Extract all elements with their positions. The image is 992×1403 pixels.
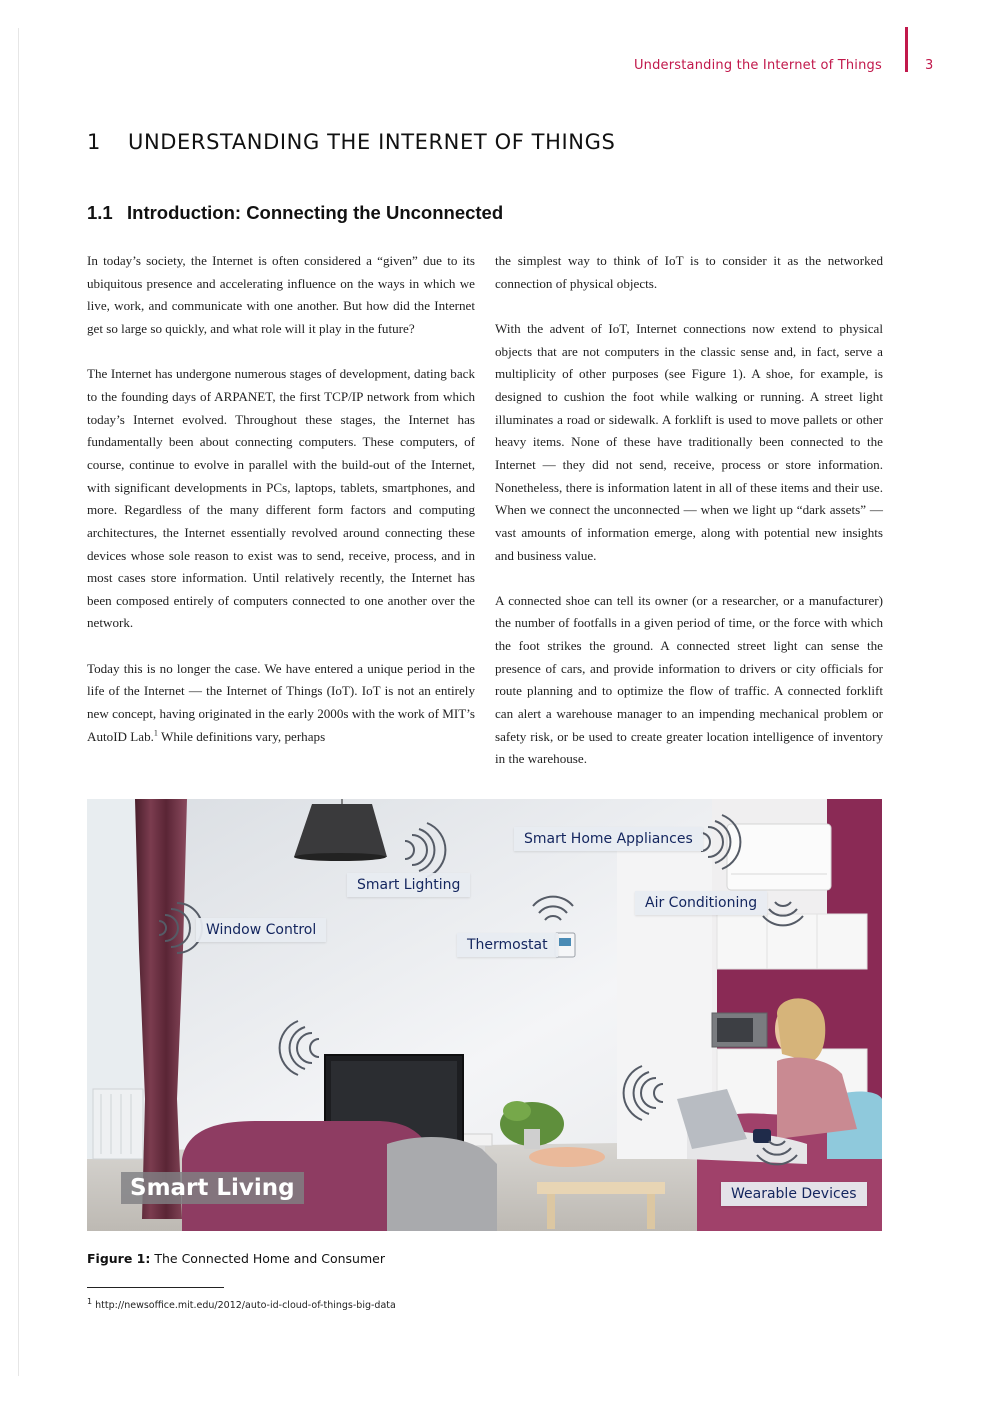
body-paragraph: the simplest way to think of IoT is to consider it as the networked connection of physical objects.	[495, 253, 883, 291]
body-paragraph: With the advent of IoT, Internet connections now extend to physical objects that are not computers in the classic sense and, in fact, serve a multiplicity of other purposes (see Figure 1). A shoe, for example, is designed to cushion the foot while walking or running. A street light illuminates a road or sidewalk. A forklift is used to move pallets or other heavy items. None of these have traditionally been connected to the Internet — they did not send, receive, process or store information. Nonetheless, there is information latent in all of these items and their use. When we connect the unconnected — when we light up “dark assets” — vast amounts of information emerge, along with potential new insights and business value.	[495, 320, 883, 563]
body-paragraph: In today’s society, the Internet is often considered a “given” due to its ubiquitous presence and accelerating influence on the ways in which we live, work, and communicate with one another. But how did the Internet get so large so quickly, and what role will it play in the future?	[87, 253, 475, 336]
air-conditioner-unit	[727, 824, 831, 890]
section-title: Introduction: Connecting the Unconnected	[127, 202, 504, 223]
smart-home-scene	[87, 799, 882, 1231]
grey-armchair	[387, 1137, 497, 1231]
body-column-left	[87, 250, 475, 771]
label-air-conditioning: Air Conditioning	[635, 891, 767, 915]
label-window-control: Window Control	[196, 918, 326, 942]
label-smart-lighting: Smart Lighting	[347, 873, 470, 897]
figure-caption-text: The Connected Home and Consumer	[150, 1251, 385, 1266]
chapter-heading	[87, 130, 615, 154]
footnote-reference[interactable]: 1	[153, 728, 158, 738]
chapter-title: UNDERSTANDING THE INTERNET OF THINGS	[128, 130, 616, 154]
body-paragraph	[87, 658, 475, 749]
paragraph-text-continued: While definitions vary, perhaps	[157, 728, 326, 744]
coffee-table	[537, 1182, 665, 1194]
section-number: 1.1	[87, 202, 113, 223]
figure-caption	[87, 1251, 385, 1266]
chapter-number: 1	[87, 130, 101, 154]
header-accent-rule	[905, 27, 908, 72]
label-smart-home-appliances: Smart Home Appliances	[514, 827, 703, 851]
section-heading	[87, 202, 503, 224]
footnote-rule	[87, 1287, 224, 1288]
body-paragraph: A connected shoe can tell its owner (or a researcher, or a manufacturer) the number of footfalls in a given period of time, or the force with which the foot strikes the ground. A connected street light can sense the presence of cars, and provide information to drivers or city officials for route planning and to optimize the flow of traffic. A connected forklift can alert a warehouse manager to an impending mechanical problem or safety risk, or be used to create greater location intelligence of inventory in the warehouse.	[495, 592, 883, 767]
smartwatch	[753, 1129, 771, 1143]
figure-smart-home-illustration	[87, 799, 882, 1231]
body-column-right	[495, 250, 883, 794]
page-number: 3	[925, 58, 934, 73]
running-header-title: Understanding the Internet of Things	[633, 58, 882, 73]
woman-feet	[529, 1147, 605, 1167]
paragraph-text: Today this is no longer the case. We have entered a unique period in the life of the Internet — the Internet of Things (IoT). IoT is not an entirely new concept, having originated in the early 2000s with the work of MIT’s AutoID Lab.	[87, 660, 475, 744]
label-wearable-devices: Wearable Devices	[721, 1182, 867, 1206]
label-thermostat: Thermostat	[457, 933, 558, 957]
upper-cabinets	[717, 914, 867, 969]
figure-caption-label: Figure 1:	[87, 1251, 151, 1266]
page-edge-line	[18, 28, 19, 1376]
footnote-url[interactable]: http://newsoffice.mit.edu/2012/auto-id-cloud-of-things-big-data	[92, 1300, 396, 1311]
footnote-mark: 1	[87, 1296, 93, 1306]
body-paragraph: The Internet has undergone numerous stages of development, dating back to the founding days of ARPANET, the first TCP/IP network from which today’s Internet evolved. Throughout these stages, the Internet has fundamentally been about connecting computers. These computers, of course, continue to evolve in parallel with the build-out of the Internet, with significant developments in PCs, laptops, tablets, smartphones, and more. Regardless of the many different form factors and computing architectures, the Internet essentially revolved around connecting these devices whose sole reason to exist was to send, receive, process, and in most cases store information. Until relatively recently, the Internet has been composed entirely of computers connected to one another over the network.	[87, 366, 475, 631]
label-smart-living: Smart Living	[121, 1172, 304, 1204]
footnote	[87, 1296, 396, 1311]
